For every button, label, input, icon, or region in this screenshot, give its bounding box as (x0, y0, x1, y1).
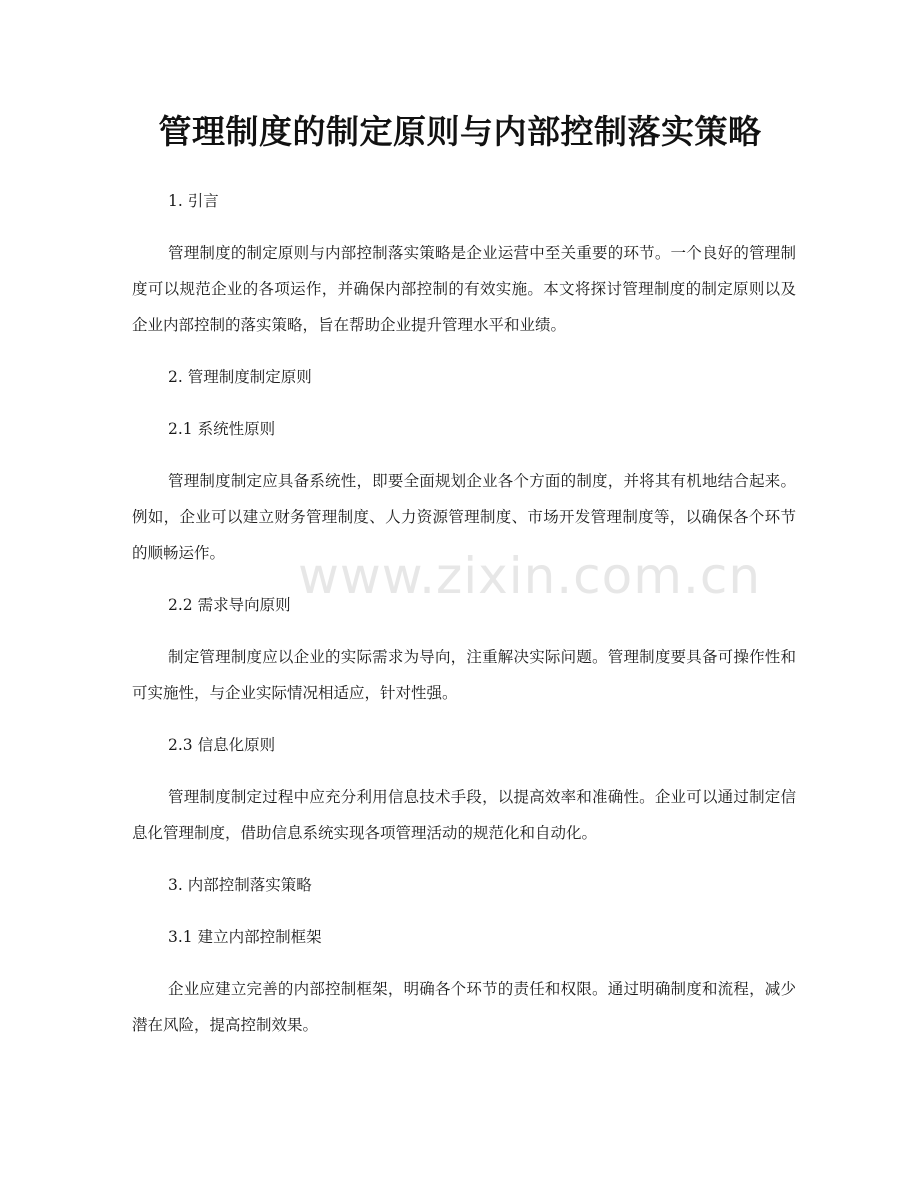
section-heading-internal-control: 3. 内部控制落实策略 (168, 876, 312, 894)
paragraph-informatization: 管理制度制定过程中应充分利用信息技术手段，以提高效率和准确性。企业可以通过制定信息化管理制度，借助信息系统实现各项管理活动的规范化和自动化。 (132, 788, 796, 842)
subsection-heading-informatization: 2.3 信息化原则 (168, 736, 276, 754)
subsection-heading-demand: 2.2 需求导向原则 (168, 596, 291, 614)
paragraph-demand: 制定管理制度应以企业的实际需求为导向，注重解决实际问题。管理制度要具备可操作性和可实施性，与企业实际情况相适应，针对性强。 (132, 648, 796, 702)
subsection-heading-systematic: 2.1 系统性原则 (168, 420, 276, 438)
document-body (132, 183, 796, 1059)
paragraph-framework: 企业应建立完善的内部控制框架，明确各个环节的责任和权限。通过明确制度和流程，减少潜在风险，提高控制效果。 (132, 980, 796, 1034)
document-title: 管理制度的制定原则与内部控制落实策略 (158, 112, 762, 151)
section-heading-principles: 2. 管理制度制定原则 (168, 368, 312, 386)
subsection-heading-framework: 3.1 建立内部控制框架 (168, 928, 322, 946)
paragraph-intro: 管理制度的制定原则与内部控制落实策略是企业运营中至关重要的环节。一个良好的管理制度可以规范企业的各项运作，并确保内部控制的有效实施。本文将探讨管理制度的制定原则以及企业内部控制的落实策略，旨在帮助企业提升管理水平和业绩。 (132, 244, 796, 334)
section-heading-intro: 1. 引言 (168, 192, 219, 210)
paragraph-systematic: 管理制度制定应具备系统性，即要全面规划企业各个方面的制度，并将其有机地结合起来。例如，企业可以建立财务管理制度、人力资源管理制度、市场开发管理制度等，以确保各个环节的顺畅运作。 (132, 472, 796, 562)
watermark-text: www.zixin.com.cn (298, 547, 762, 605)
